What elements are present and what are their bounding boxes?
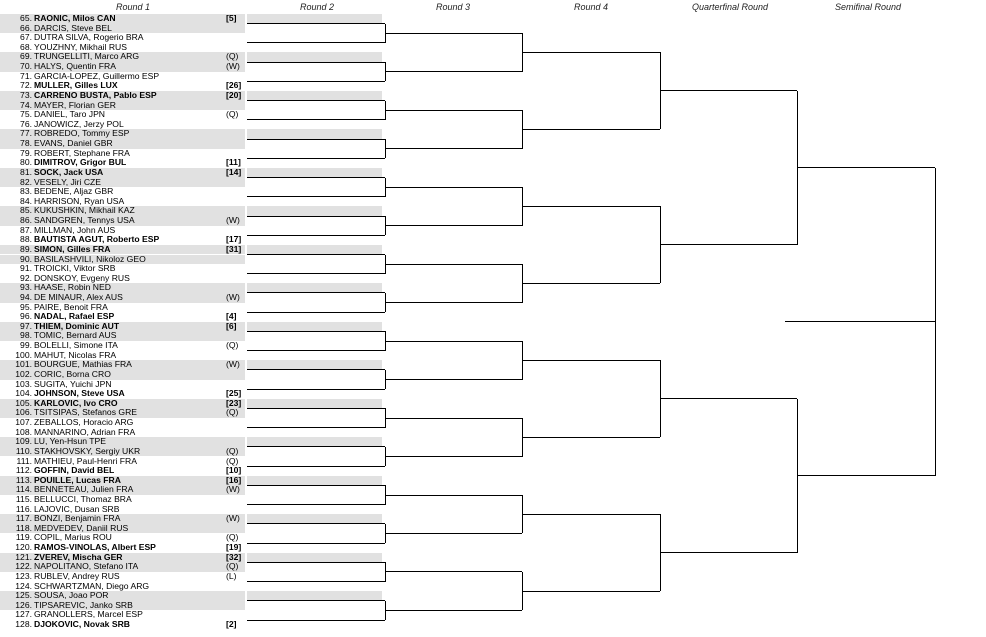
draw-number: 127. [15, 609, 32, 620]
draw-number: 73. [20, 89, 32, 100]
draw-number: 101. [15, 359, 32, 370]
seed-entry-tag: [19] [226, 542, 242, 553]
player-name: KUKUSHKIN, Mikhail KAZ [34, 205, 135, 216]
draw-number: 81. [20, 166, 32, 177]
round3-line [385, 533, 522, 534]
draw-number: 74. [20, 99, 32, 110]
seed-entry-tag: (Q) [226, 51, 239, 62]
seed-entry-tag: (L) [226, 570, 237, 581]
draw-number: 70. [20, 61, 32, 72]
player-name: TSITSIPAS, Stefanos GRE [34, 407, 138, 418]
player-name: BOURGUE, Mathias FRA [34, 359, 132, 370]
round4-line [522, 437, 660, 438]
draw-number: 99. [20, 340, 32, 351]
round2-line [247, 620, 385, 621]
seed-entry-tag: (W) [226, 61, 240, 72]
round4-line [522, 52, 660, 53]
draw-number: 105. [15, 397, 32, 408]
round2-line [247, 504, 385, 505]
seed-entry-tag: (Q) [226, 532, 239, 543]
draw-number: 116. [15, 503, 32, 514]
player-name: ZEBALLOS, Horacio ARG [34, 417, 134, 428]
player-name: SUGITA, Yuichi JPN [34, 378, 112, 389]
round6-line [797, 167, 935, 168]
player-name: RAONIC, Milos CAN [34, 13, 116, 23]
draw-number: 98. [20, 330, 32, 341]
player-name: MULLER, Gilles LUX [34, 80, 118, 91]
player-name: SIMON, Gilles FRA [34, 243, 111, 254]
player-name: TIPSAREVIC, Janko SRB [34, 599, 133, 610]
player-name: HALYS, Quentin FRA [34, 61, 116, 72]
draw-number: 93. [20, 282, 32, 293]
draw-number: 79. [20, 147, 32, 158]
round5-line [660, 244, 797, 245]
draw-number: 90. [20, 253, 32, 264]
seed-entry-tag: (Q) [226, 340, 239, 351]
draw-number: 77. [20, 128, 32, 139]
round2-line [247, 292, 385, 293]
player-name: STAKHOVSKY, Sergiy UKR [34, 445, 141, 456]
player-name: BAUTISTA AGUT, Roberto ESP [34, 234, 160, 245]
round2-line [247, 62, 385, 63]
player-name: ROBERT, Stephane FRA [34, 147, 130, 158]
player-name: BEDENE, Aljaz GBR [34, 186, 114, 197]
player-name: MILLMAN, John AUS [34, 224, 116, 235]
draw-number: 122. [15, 561, 32, 572]
player-name: YOUZHNY, Mikhail RUS [34, 41, 127, 52]
round2-line [247, 369, 385, 370]
draw-number: 67. [20, 32, 32, 43]
round2-line [247, 446, 385, 447]
draw-number: 112. [15, 465, 32, 476]
player-name: TOMIC, Bernard AUS [34, 330, 117, 341]
round2-line [247, 273, 385, 274]
seed-entry-tag: [23] [226, 397, 242, 408]
draw-number: 111. [16, 455, 32, 466]
seed-entry-tag: (Q) [226, 407, 239, 418]
round4-line [522, 360, 660, 361]
round2-line [247, 523, 385, 524]
draw-number: 100. [15, 349, 32, 360]
draw-number: 66. [20, 22, 32, 33]
draw-number: 91. [20, 263, 32, 274]
seed-entry-tag: (Q) [226, 445, 239, 456]
draw-number: 128. [15, 619, 32, 630]
player-name: BOLELLI, Simone ITA [34, 340, 118, 351]
round-header-3: Round 3 [435, 2, 471, 12]
round2-line [247, 42, 385, 43]
round4-line [522, 591, 660, 592]
seed-entry-tag: [11] [226, 157, 241, 168]
round3-line [385, 418, 522, 419]
draw-number: 89. [20, 243, 32, 254]
draw-number: 75. [20, 109, 32, 120]
player-name: RUBLEV, Andrey RUS [34, 570, 120, 581]
draw-number: 104. [15, 388, 32, 399]
player-name: NADAL, Rafael ESP [34, 311, 115, 322]
round2-line [247, 158, 385, 159]
player-name: MEDVEDEV, Daniil RUS [34, 522, 129, 533]
draw-number: 88. [20, 234, 32, 245]
player-name: RAMOS-VINOLAS, Albert ESP [34, 542, 156, 553]
round2-line [247, 235, 385, 236]
round2-line [247, 119, 385, 120]
seed-entry-tag: [20] [226, 89, 242, 100]
seed-entry-tag: [26] [226, 80, 242, 91]
player-name: SOCK, Jack USA [34, 166, 104, 177]
seed-entry-tag: [17] [226, 234, 242, 245]
draw-number: 65. [20, 13, 32, 23]
player-name: GARCIA-LOPEZ, Guillermo ESP [34, 70, 160, 81]
round2-line [247, 600, 385, 601]
seed-entry-tag: [4] [226, 311, 237, 322]
player-name: DJOKOVIC, Novak SRB [34, 619, 130, 630]
round2-line [247, 23, 385, 24]
round2-line [247, 562, 385, 563]
draw-number: 120. [15, 542, 32, 553]
round3-line [385, 379, 522, 380]
draw-number: 117. [15, 513, 32, 524]
player-name: DUTRA SILVA, Rogerio BRA [34, 32, 144, 43]
player-name: DIMITROV, Grigor BUL [34, 157, 127, 168]
player-name: TROICKI, Viktor SRB [34, 263, 116, 274]
draw-number: 118. [15, 522, 32, 533]
player-name: COPIL, Marius ROU [34, 532, 112, 543]
round2-line [247, 196, 385, 197]
draw-number: 113. [15, 474, 32, 485]
round3-line [385, 71, 522, 72]
draw-number: 82. [20, 176, 32, 187]
draw-number: 92. [20, 272, 32, 283]
draw-number: 76. [20, 118, 32, 129]
player-name: SOUSA, Joao POR [34, 590, 109, 601]
seed-entry-tag: [31] [226, 243, 242, 254]
player-name: MATHIEU, Paul-Henri FRA [34, 455, 137, 466]
player-name: BASILASHVILI, Nikoloz GEO [34, 253, 146, 264]
draw-number: 126. [15, 599, 32, 610]
round3-line [385, 264, 522, 265]
round2-line [247, 100, 385, 101]
seed-entry-tag: [16] [226, 474, 242, 485]
seed-entry-tag: (Q) [226, 455, 239, 466]
player-name: TRUNGELLITI, Marco ARG [34, 51, 140, 62]
draw-number: 69. [20, 51, 32, 62]
player-name: MAYER, Florian GER [34, 99, 116, 110]
draw-number: 87. [20, 224, 32, 235]
player-name: SCHWARTZMAN, Diego ARG [34, 580, 150, 591]
player-name: SANDGREN, Tennys USA [34, 215, 135, 226]
draw-number: 83. [20, 186, 32, 197]
draw-number: 125. [15, 590, 32, 601]
round4-line [522, 129, 660, 130]
player-name: LAJOVIC, Dusan SRB [34, 503, 120, 514]
player-name: DARCIS, Steve BEL [34, 22, 112, 33]
draw-number: 84. [20, 195, 32, 206]
player-name: DANIEL, Taro JPN [34, 109, 106, 120]
round2-line [247, 485, 385, 486]
round4-line [522, 206, 660, 207]
round6-line [797, 475, 935, 476]
round3-line [385, 495, 522, 496]
round2-line [247, 139, 385, 140]
round2-line [247, 581, 385, 582]
round5-line [660, 552, 797, 553]
seed-entry-tag: (Q) [226, 109, 239, 120]
round3-line [385, 225, 522, 226]
player-name: GOFFIN, David BEL [34, 465, 115, 476]
seed-entry-tag: [14] [226, 166, 242, 177]
round4-line [522, 283, 660, 284]
round3-line [385, 341, 522, 342]
seed-entry-tag: [32] [226, 551, 242, 562]
round3-line [385, 302, 522, 303]
seed-entry-tag: [6] [226, 320, 237, 331]
round3-line [385, 187, 522, 188]
player-name: ZVEREV, Mischa GER [34, 551, 123, 562]
round2-line [247, 427, 385, 428]
semifinal-winner-line [785, 321, 935, 322]
round3-line [385, 148, 522, 149]
round-header-2: Round 2 [299, 2, 335, 12]
round2-line [247, 408, 385, 409]
draw-number: 115. [15, 494, 32, 504]
player-name: CORIC, Borna CRO [34, 368, 111, 379]
player-row[interactable] [0, 620, 245, 630]
player-name: DE MINAUR, Alex AUS [34, 291, 123, 302]
round5-line [660, 90, 797, 91]
draw-number: 119. [15, 532, 32, 543]
seed-entry-tag: [10] [226, 465, 242, 476]
round5-line [660, 398, 797, 399]
draw-number: 109. [15, 436, 32, 447]
seed-entry-tag: (W) [226, 484, 240, 495]
player-name: MANNARINO, Adrian FRA [34, 426, 136, 437]
draw-number: 121. [15, 551, 32, 562]
draw-number: 107. [15, 417, 32, 428]
player-name: POUILLE, Lucas FRA [34, 474, 121, 485]
draw-number: 114. [15, 484, 32, 495]
player-name: GRANOLLERS, Marcel ESP [34, 609, 143, 620]
seed-entry-tag: [25] [226, 388, 242, 399]
seed-entry-tag: [2] [226, 619, 237, 630]
round2-line [247, 543, 385, 544]
seed-entry-tag: (Q) [226, 561, 239, 572]
draw-number: 110. [15, 445, 32, 456]
round-header-6: Semifinal Round [834, 2, 902, 12]
player-name: KARLOVIC, Ivo CRO [34, 397, 118, 408]
player-name: HAASE, Robin NED [34, 282, 111, 293]
draw-number: 78. [20, 138, 32, 149]
draw-number: 80. [20, 157, 32, 168]
round2-line [247, 389, 385, 390]
round3-line [385, 456, 522, 457]
draw-number: 85. [20, 205, 32, 216]
player-name: DONSKOY, Evgeny RUS [34, 272, 130, 283]
player-name: VESELY, Jiri CZE [34, 176, 102, 187]
seed-entry-tag: (W) [226, 291, 240, 302]
player-name: MAHUT, Nicolas FRA [34, 349, 117, 360]
seed-entry-tag: (W) [226, 513, 240, 524]
round2-line [247, 254, 385, 255]
round2-line [247, 350, 385, 351]
draw-number: 95. [20, 301, 32, 312]
round3-line [385, 571, 522, 572]
round4-line [522, 514, 660, 515]
draw-number: 68. [20, 41, 32, 52]
player-name: BENNETEAU, Julien FRA [34, 484, 134, 495]
player-name: THIEM, Dominic AUT [34, 320, 120, 331]
player-name: JANOWICZ, Jerzy POL [34, 118, 124, 129]
player-name: LU, Yen-Hsun TPE [34, 436, 106, 447]
draw-number: 86. [20, 215, 32, 226]
seed-entry-tag: [5] [226, 13, 237, 23]
round2-line [247, 312, 385, 313]
draw-number: 72. [20, 80, 32, 91]
round-header-5: Quarterfinal Round [691, 2, 769, 12]
round2-line [247, 81, 385, 82]
draw-number: 108. [15, 426, 32, 437]
player-name: JOHNSON, Steve USA [34, 388, 125, 399]
round-header-1: Round 1 [115, 2, 151, 12]
draw-number: 123. [15, 570, 32, 581]
round-header-4: Round 4 [573, 2, 609, 12]
draw-number: 94. [20, 291, 32, 302]
round2-line [247, 216, 385, 217]
round3-line [385, 110, 522, 111]
seed-entry-tag: (W) [226, 359, 240, 370]
draw-number: 124. [15, 580, 32, 591]
draw-number: 102. [15, 368, 32, 379]
round2-line [247, 466, 385, 467]
round2-line [247, 331, 385, 332]
player-name: CARRENO BUSTA, Pablo ESP [34, 89, 157, 100]
player-name: PAIRE, Benoit FRA [34, 301, 108, 312]
player-name: BONZI, Benjamin FRA [34, 513, 121, 524]
player-name: NAPOLITANO, Stefano ITA [34, 561, 139, 572]
draw-number: 106. [15, 407, 32, 418]
round3-line [385, 33, 522, 34]
round2-line [247, 177, 385, 178]
player-name: ROBREDO, Tommy ESP [34, 128, 130, 139]
seed-entry-tag: (W) [226, 215, 240, 226]
draw-number: 97. [20, 320, 32, 331]
player-name: BELLUCCI, Thomaz BRA [34, 494, 132, 504]
draw-number: 71. [20, 70, 32, 81]
round3-line [385, 610, 522, 611]
player-name: HARRISON, Ryan USA [34, 195, 125, 206]
player-name: EVANS, Daniel GBR [34, 138, 113, 149]
draw-number: 96. [20, 311, 32, 322]
draw-number: 103. [15, 378, 32, 389]
